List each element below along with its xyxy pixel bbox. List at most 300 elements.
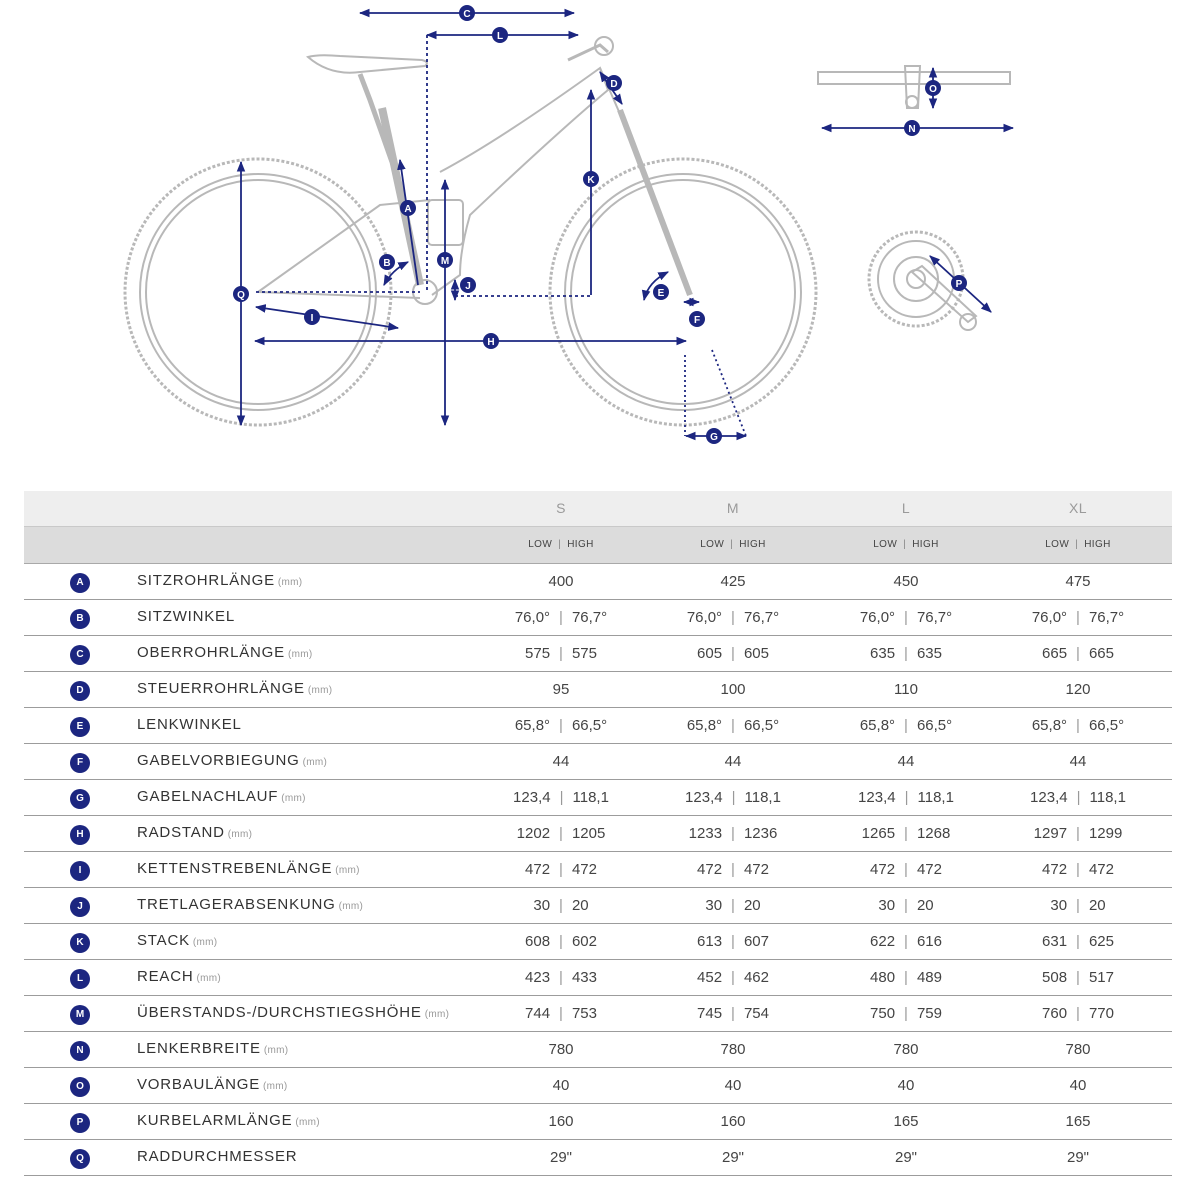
table-row bbox=[24, 888, 1172, 924]
value-cell bbox=[992, 573, 1164, 590]
marker-g bbox=[706, 428, 722, 444]
value-separator: | bbox=[1076, 717, 1080, 734]
value-cell bbox=[647, 717, 819, 734]
value-cell bbox=[475, 933, 647, 950]
value-cell bbox=[475, 789, 647, 806]
value-separator: | bbox=[559, 645, 563, 662]
table-body bbox=[24, 564, 1172, 1176]
separator: | bbox=[730, 539, 734, 550]
value-cell bbox=[820, 1077, 992, 1094]
value-cell bbox=[647, 861, 819, 878]
value-low: 760 bbox=[1042, 1005, 1068, 1022]
value-high: 1268 bbox=[916, 825, 951, 842]
svg-text:D: D bbox=[610, 79, 618, 90]
row-name bbox=[137, 860, 360, 877]
low-high-label bbox=[992, 539, 1164, 550]
separator: | bbox=[1075, 539, 1079, 550]
value-low: 480 bbox=[870, 969, 896, 986]
value-low: 665 bbox=[1042, 645, 1068, 662]
svg-text:E: E bbox=[657, 288, 665, 299]
value-high: 433 bbox=[571, 969, 597, 986]
value-high: 759 bbox=[916, 1005, 942, 1022]
value-high: 517 bbox=[1088, 969, 1114, 986]
value-low: 30 bbox=[705, 897, 723, 914]
svg-text:O: O bbox=[929, 84, 937, 95]
value-low: 472 bbox=[870, 861, 896, 878]
row-name-text: TRETLAGERABSENKUNG bbox=[137, 896, 336, 913]
svg-text:I: I bbox=[310, 313, 314, 324]
value-cell bbox=[820, 609, 992, 626]
value-separator: | bbox=[904, 1005, 908, 1022]
high-label: HIGH bbox=[567, 539, 594, 550]
value-low: 425 bbox=[720, 573, 746, 590]
value-cell bbox=[647, 825, 819, 842]
value-separator: | bbox=[1076, 933, 1080, 950]
value-high: 472 bbox=[916, 861, 942, 878]
value-separator: | bbox=[559, 825, 563, 842]
low-high-label bbox=[820, 539, 992, 550]
value-high: 462 bbox=[743, 969, 769, 986]
svg-text:J: J bbox=[465, 281, 471, 292]
value-low: 100 bbox=[720, 681, 746, 698]
value-low: 29" bbox=[894, 1149, 917, 1166]
value-separator: | bbox=[559, 897, 563, 914]
value-cell bbox=[475, 1005, 647, 1022]
value-low: 29" bbox=[721, 1149, 744, 1166]
value-cell bbox=[647, 1113, 819, 1130]
value-cell bbox=[647, 1149, 819, 1166]
value-high: 575 bbox=[571, 645, 597, 662]
value-cell bbox=[647, 969, 819, 986]
value-cell bbox=[647, 1077, 819, 1094]
value-cell bbox=[475, 897, 647, 914]
value-cell bbox=[647, 897, 819, 914]
value-separator: | bbox=[1076, 645, 1080, 662]
high-label: HIGH bbox=[739, 539, 766, 550]
value-cell bbox=[647, 1041, 819, 1058]
row-unit: (mm) bbox=[424, 1009, 450, 1020]
value-high: 602 bbox=[571, 933, 597, 950]
value-low: 76,0° bbox=[686, 609, 723, 626]
front-wheel bbox=[550, 159, 816, 425]
value-low: 780 bbox=[720, 1041, 746, 1058]
value-low: 123,4 bbox=[858, 789, 896, 806]
value-high: 76,7° bbox=[571, 609, 608, 626]
geometry-diagram bbox=[0, 0, 1200, 480]
value-high: 1205 bbox=[571, 825, 606, 842]
row-name bbox=[137, 1076, 288, 1093]
row-unit: (mm) bbox=[192, 937, 218, 948]
value-cell bbox=[992, 897, 1164, 914]
value-low: 123,4 bbox=[513, 789, 551, 806]
value-low: 30 bbox=[878, 897, 896, 914]
value-cell bbox=[820, 969, 992, 986]
value-high: 770 bbox=[1088, 1005, 1114, 1022]
value-separator: | bbox=[559, 1005, 563, 1022]
row-unit: (mm) bbox=[263, 1081, 288, 1092]
row-letter-badge: Q bbox=[70, 1149, 90, 1169]
table-row bbox=[24, 600, 1172, 636]
value-high: 635 bbox=[916, 645, 942, 662]
marker-o bbox=[925, 80, 941, 96]
value-low: 44 bbox=[552, 753, 570, 770]
value-low: 44 bbox=[724, 753, 742, 770]
marker-l bbox=[492, 27, 508, 43]
value-low: 44 bbox=[1069, 753, 1087, 770]
value-separator: | bbox=[559, 717, 563, 734]
svg-text:K: K bbox=[587, 175, 595, 186]
marker-m bbox=[437, 252, 453, 268]
value-separator: | bbox=[1076, 1005, 1080, 1022]
value-separator: | bbox=[559, 609, 563, 626]
value-low: 622 bbox=[870, 933, 896, 950]
value-cell bbox=[647, 681, 819, 698]
value-low: 575 bbox=[525, 645, 551, 662]
value-cell bbox=[820, 717, 992, 734]
value-separator: | bbox=[1076, 789, 1081, 806]
marker-k bbox=[583, 171, 599, 187]
value-low: 95 bbox=[552, 681, 570, 698]
row-name-text: KURBELARMLÄNGE bbox=[137, 1112, 293, 1129]
value-low: 120 bbox=[1065, 681, 1091, 698]
marker-e bbox=[653, 284, 669, 300]
value-high: 66,5° bbox=[571, 717, 608, 734]
geometry-table bbox=[24, 491, 1172, 1176]
row-letter-badge: B bbox=[70, 609, 90, 629]
value-separator: | bbox=[731, 933, 735, 950]
value-cell bbox=[647, 645, 819, 662]
value-high: 118,1 bbox=[744, 789, 781, 806]
table-row bbox=[24, 852, 1172, 888]
value-cell bbox=[992, 825, 1164, 842]
value-cell bbox=[820, 573, 992, 590]
row-name bbox=[137, 788, 306, 805]
marker-a bbox=[400, 200, 416, 216]
value-cell bbox=[992, 969, 1164, 986]
value-cell bbox=[475, 681, 647, 698]
value-cell bbox=[647, 573, 819, 590]
value-separator: | bbox=[904, 897, 908, 914]
value-cell bbox=[992, 645, 1164, 662]
row-unit: (mm) bbox=[196, 973, 222, 984]
value-separator: | bbox=[904, 825, 908, 842]
value-low: 1202 bbox=[516, 825, 551, 842]
svg-text:H: H bbox=[487, 337, 495, 348]
row-name bbox=[137, 824, 252, 841]
value-low: 508 bbox=[1042, 969, 1068, 986]
marker-j bbox=[460, 277, 476, 293]
row-name-text: ÜBERSTANDS-/DURCHSTIEGSHÖHE bbox=[137, 1004, 422, 1021]
dimension-lines bbox=[241, 13, 746, 436]
value-cell bbox=[647, 933, 819, 950]
value-cell bbox=[475, 861, 647, 878]
separator: | bbox=[558, 539, 562, 550]
row-name bbox=[137, 752, 327, 769]
value-high: 118,1 bbox=[572, 789, 609, 806]
value-low: 745 bbox=[697, 1005, 723, 1022]
row-name-text: RADSTAND bbox=[137, 824, 225, 841]
row-name bbox=[137, 1112, 320, 1129]
value-low: 472 bbox=[1042, 861, 1068, 878]
value-high: 1299 bbox=[1088, 825, 1123, 842]
value-cell bbox=[820, 753, 992, 770]
value-high: 66,5° bbox=[1088, 717, 1125, 734]
value-high: 754 bbox=[743, 1005, 769, 1022]
value-low: 744 bbox=[525, 1005, 551, 1022]
row-name bbox=[137, 968, 221, 985]
value-low: 65,8° bbox=[686, 717, 723, 734]
value-low: 605 bbox=[697, 645, 723, 662]
value-high: 489 bbox=[916, 969, 942, 986]
row-unit: (mm) bbox=[335, 865, 360, 876]
value-cell bbox=[992, 1041, 1164, 1058]
value-separator: | bbox=[904, 609, 908, 626]
table-row bbox=[24, 1104, 1172, 1140]
marker-i bbox=[304, 309, 320, 325]
value-separator: | bbox=[731, 609, 735, 626]
low-high-header-row bbox=[24, 527, 1172, 564]
value-cell bbox=[992, 717, 1164, 734]
value-cell bbox=[475, 645, 647, 662]
table-row bbox=[24, 672, 1172, 708]
table-row bbox=[24, 1032, 1172, 1068]
row-letter-badge: K bbox=[70, 933, 90, 953]
value-low: 44 bbox=[897, 753, 915, 770]
marker-c bbox=[459, 5, 475, 21]
row-name bbox=[137, 932, 217, 949]
value-low: 472 bbox=[697, 861, 723, 878]
row-letter-badge: E bbox=[70, 717, 90, 737]
value-cell bbox=[992, 1149, 1164, 1166]
value-cell bbox=[820, 645, 992, 662]
value-cell bbox=[475, 753, 647, 770]
row-name-text: SITZROHRLÄNGE bbox=[137, 572, 275, 589]
value-cell bbox=[820, 789, 992, 806]
value-low: 30 bbox=[1050, 897, 1068, 914]
row-letter-badge: J bbox=[70, 897, 90, 917]
value-low: 165 bbox=[893, 1113, 919, 1130]
row-name-text: REACH bbox=[137, 968, 194, 985]
value-separator: | bbox=[904, 933, 908, 950]
value-low: 65,8° bbox=[514, 717, 551, 734]
row-name-text: STEUERROHRLÄNGE bbox=[137, 680, 305, 697]
value-separator: | bbox=[731, 645, 735, 662]
bike-illustration bbox=[125, 37, 816, 425]
low-label: LOW bbox=[1045, 539, 1070, 550]
marker-b bbox=[379, 254, 395, 270]
value-separator: | bbox=[1076, 609, 1080, 626]
row-letter-badge: F bbox=[70, 753, 90, 773]
table-row bbox=[24, 780, 1172, 816]
value-separator: | bbox=[559, 861, 563, 878]
row-name-text: GABELVORBIEGUNG bbox=[137, 752, 300, 769]
handlebar-illustration bbox=[818, 66, 1010, 108]
value-separator: | bbox=[904, 861, 908, 878]
value-cell bbox=[820, 1005, 992, 1022]
row-unit: (mm) bbox=[287, 649, 313, 660]
row-name bbox=[137, 716, 242, 733]
value-separator: | bbox=[1076, 969, 1080, 986]
row-name-text: OBERROHRLÄNGE bbox=[137, 644, 285, 661]
svg-text:C: C bbox=[463, 9, 471, 20]
value-cell bbox=[647, 1005, 819, 1022]
value-low: 780 bbox=[548, 1041, 574, 1058]
row-unit: (mm) bbox=[338, 901, 364, 912]
row-name-text: VORBAULÄNGE bbox=[137, 1076, 260, 1093]
value-low: 123,4 bbox=[1030, 789, 1068, 806]
value-low: 110 bbox=[894, 681, 918, 698]
row-name-text: KETTENSTREBENLÄNGE bbox=[137, 860, 333, 877]
value-low: 29" bbox=[1066, 1149, 1089, 1166]
svg-text:G: G bbox=[710, 432, 718, 443]
value-high: 753 bbox=[571, 1005, 597, 1022]
value-high: 76,7° bbox=[916, 609, 953, 626]
size-m-header: M bbox=[726, 500, 740, 516]
value-high: 76,7° bbox=[1088, 609, 1125, 626]
low-label: LOW bbox=[528, 539, 553, 550]
table-row bbox=[24, 1068, 1172, 1104]
row-name-text: RADDURCHMESSER bbox=[137, 1148, 298, 1165]
value-separator: | bbox=[1076, 897, 1080, 914]
value-separator: | bbox=[1076, 861, 1080, 878]
value-separator: | bbox=[731, 861, 735, 878]
low-high-label bbox=[475, 539, 647, 550]
marker-f bbox=[689, 311, 705, 327]
svg-text:Q: Q bbox=[237, 290, 245, 301]
row-letter-badge: D bbox=[70, 681, 90, 701]
value-high: 625 bbox=[1088, 933, 1114, 950]
row-letter-badge: P bbox=[70, 1113, 90, 1133]
row-unit: (mm) bbox=[295, 1117, 320, 1128]
value-low: 450 bbox=[893, 573, 919, 590]
table-row bbox=[24, 816, 1172, 852]
value-cell bbox=[820, 897, 992, 914]
value-cell bbox=[992, 861, 1164, 878]
value-low: 160 bbox=[720, 1113, 746, 1130]
svg-text:F: F bbox=[693, 315, 701, 326]
value-separator: | bbox=[731, 789, 736, 806]
value-low: 631 bbox=[1042, 933, 1068, 950]
value-low: 472 bbox=[525, 861, 551, 878]
value-cell bbox=[992, 789, 1164, 806]
value-high: 605 bbox=[743, 645, 769, 662]
low-label: LOW bbox=[700, 539, 725, 550]
value-low: 76,0° bbox=[859, 609, 896, 626]
svg-text:M: M bbox=[440, 256, 450, 267]
value-high: 20 bbox=[1088, 897, 1106, 914]
svg-text:L: L bbox=[496, 31, 504, 42]
table-row bbox=[24, 1140, 1172, 1176]
value-separator: | bbox=[904, 717, 908, 734]
row-letter-badge: I bbox=[70, 861, 90, 881]
marker-h bbox=[483, 333, 499, 349]
row-unit: (mm) bbox=[263, 1045, 289, 1056]
value-low: 40 bbox=[552, 1077, 570, 1094]
value-low: 1233 bbox=[688, 825, 723, 842]
value-separator: | bbox=[559, 969, 563, 986]
value-low: 40 bbox=[897, 1077, 915, 1094]
value-high: 1236 bbox=[743, 825, 778, 842]
svg-text:B: B bbox=[383, 258, 391, 269]
value-low: 475 bbox=[1065, 573, 1091, 590]
table-row bbox=[24, 996, 1172, 1032]
value-separator: | bbox=[731, 897, 735, 914]
row-letter-badge: G bbox=[70, 789, 90, 809]
value-low: 40 bbox=[1069, 1077, 1087, 1094]
value-low: 780 bbox=[1065, 1041, 1091, 1058]
value-separator: | bbox=[1076, 825, 1080, 842]
value-separator: | bbox=[731, 1005, 735, 1022]
marker-q bbox=[233, 286, 249, 302]
value-cell bbox=[992, 1113, 1164, 1130]
value-cell bbox=[647, 609, 819, 626]
value-cell bbox=[475, 717, 647, 734]
value-high: 20 bbox=[743, 897, 761, 914]
row-letter-badge: N bbox=[70, 1041, 90, 1061]
size-xl-header: XL bbox=[1068, 500, 1088, 516]
row-name bbox=[137, 1040, 288, 1057]
value-cell bbox=[647, 789, 819, 806]
value-high: 472 bbox=[571, 861, 597, 878]
value-cell bbox=[475, 1077, 647, 1094]
value-cell bbox=[475, 969, 647, 986]
marker-n bbox=[904, 120, 920, 136]
row-name bbox=[137, 896, 363, 913]
value-cell bbox=[475, 1149, 647, 1166]
value-cell bbox=[820, 933, 992, 950]
row-letter-badge: C bbox=[70, 645, 90, 665]
value-low: 160 bbox=[548, 1113, 574, 1130]
value-high: 607 bbox=[743, 933, 769, 950]
value-low: 123,4 bbox=[685, 789, 723, 806]
value-separator: | bbox=[904, 969, 908, 986]
table-row bbox=[24, 564, 1172, 600]
marker-p bbox=[951, 275, 967, 291]
row-name-text: LENKERBREITE bbox=[137, 1040, 261, 1057]
row-name-text: GABELNACHLAUF bbox=[137, 788, 279, 805]
value-low: 608 bbox=[525, 933, 551, 950]
row-letter-badge: H bbox=[70, 825, 90, 845]
value-high: 76,7° bbox=[743, 609, 780, 626]
value-low: 29" bbox=[549, 1149, 572, 1166]
row-name bbox=[137, 608, 235, 625]
row-letter-badge: A bbox=[70, 573, 90, 593]
row-name bbox=[137, 680, 332, 697]
svg-text:P: P bbox=[955, 279, 963, 290]
value-cell bbox=[820, 861, 992, 878]
row-name bbox=[137, 572, 302, 589]
row-name-text: STACK bbox=[137, 932, 190, 949]
table-row bbox=[24, 636, 1172, 672]
high-label: HIGH bbox=[1084, 539, 1111, 550]
row-name bbox=[137, 1148, 297, 1165]
table-row bbox=[24, 708, 1172, 744]
value-low: 65,8° bbox=[859, 717, 896, 734]
value-low: 65,8° bbox=[1031, 717, 1068, 734]
low-high-label bbox=[647, 539, 819, 550]
value-low: 165 bbox=[1065, 1113, 1091, 1130]
value-separator: | bbox=[731, 825, 735, 842]
value-cell bbox=[820, 1041, 992, 1058]
low-label: LOW bbox=[873, 539, 898, 550]
value-cell bbox=[992, 753, 1164, 770]
value-high: 66,5° bbox=[743, 717, 780, 734]
separator: | bbox=[903, 539, 907, 550]
value-low: 400 bbox=[548, 573, 574, 590]
value-separator: | bbox=[904, 645, 908, 662]
table-row bbox=[24, 960, 1172, 996]
row-letter-badge: L bbox=[70, 969, 90, 989]
